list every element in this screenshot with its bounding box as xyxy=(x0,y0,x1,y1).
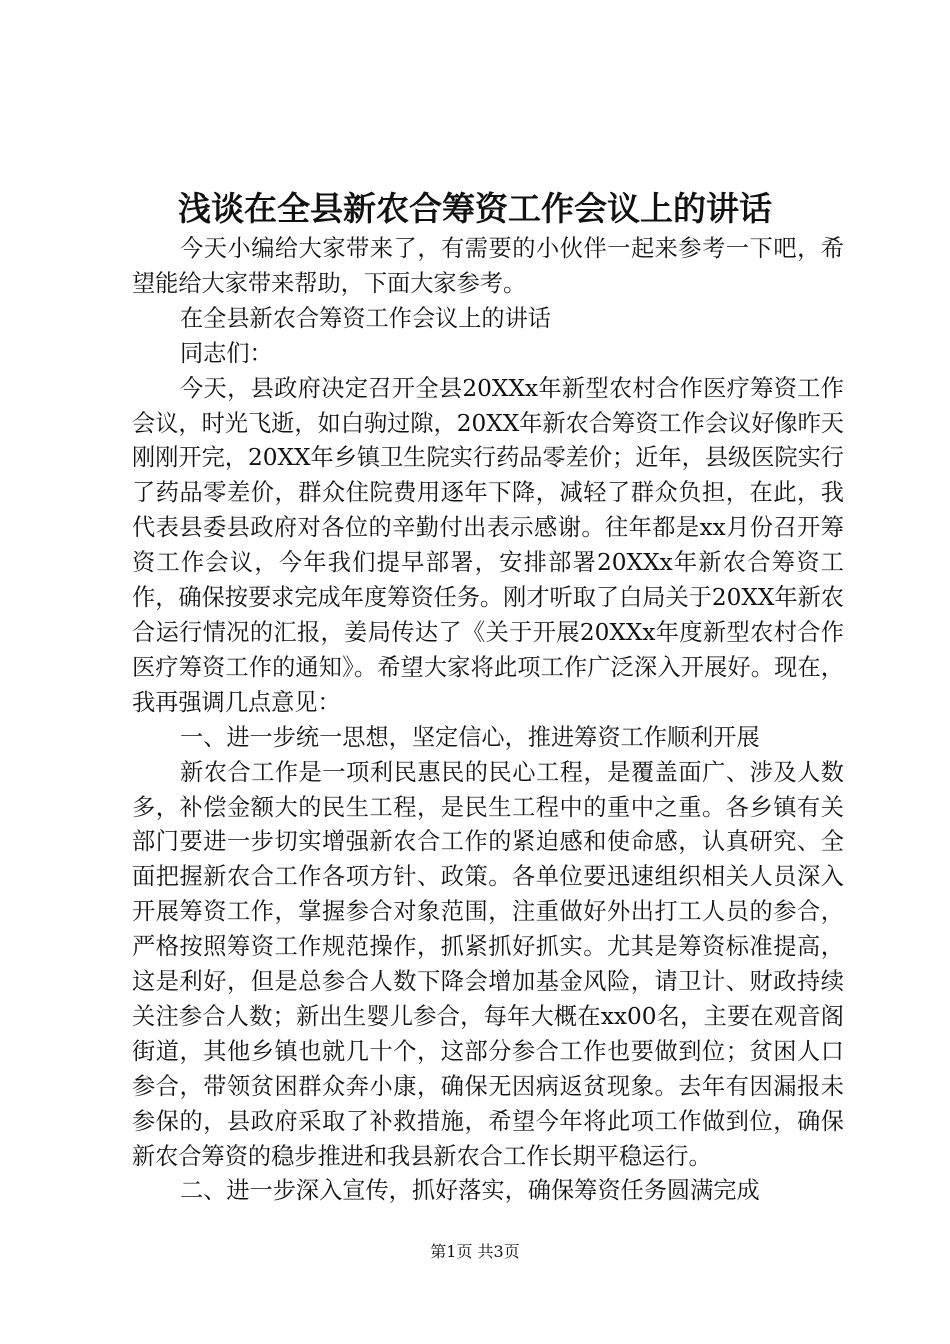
section-heading-1: 一、进一步统一思想，坚定信心，推进筹资工作顺利开展 xyxy=(180,723,760,751)
body-paragraph: 今天，县政府决定召开全县20XXx年新型农村合作医疗筹资工作会议，时光飞逝，如白驹过隙，20XX年新农合筹资工作会议好像昨天刚刚开完，20XX年乡镇卫生院实行药品零差价；近年，县级医院实行了药品零差价，群众住院费用逐年下降，减轻了群众负担，在此，我代表县委县政府对各位的辛勤付出表示感谢。往年都是xx月份召开筹资工作会议，今年我们提早部署，安排部署20XXx年新农合筹资工作，确保按要求完成年度筹资任务。刚才听取了白局关于20XX年新农合运行情况的汇报，姜局传达了《关于开展20XXx年度新型农村合作医疗筹资工作的通知》。希望大家将此项工作广泛深入开展好。现在，我再强调几点意见： xyxy=(132,374,844,716)
body-paragraph: 新农合工作是一项利民惠民的民心工程，是覆盖面广、涉及人数多，补偿金额大的民生工程，是民生工程中的重中之重。各乡镇有关部门要进一步切实增强新农合工作的紧迫感和使命感，认真研究、全面把握新农合工作各项方针、政策。各单位要迅速组织相关人员深入开展筹资工作，掌握参合对象范围，注重做好外出打工人员的参合，严格按照筹资工作规范操作，抓紧抓好抓实。尤其是筹资标准提高，这是利好，但是总参合人数下降会增加基金风险，请卫计、财政持续关注参合人数；新出生婴儿参合，每年大概在xx00名，主要在观音阁街道，其他乡镇也就几十个，这部分参合工作也要做到位；贫困人口参合，带领贫困群众奔小康，确保无因病返贫现象。去年有因漏报未参保的，县政府采取了补救措施，希望今年将此项工作做到位，确保新农合筹资的稳步推进和我县新农合工作长期平稳运行。 xyxy=(132,758,844,1170)
page-footer: 第1页 共3页 xyxy=(430,1242,520,1261)
section-heading-2: 二、进一步深入宣传，抓好落实，确保筹资任务圆满完成 xyxy=(180,1177,760,1205)
salutation: 同志们： xyxy=(180,339,273,367)
document-body xyxy=(132,232,844,1209)
intro-paragraph: 今天小编给大家带来了，有需要的小伙伴一起来参考一下吧，希望能给大家带来帮助，下面大家参考。 xyxy=(132,235,844,297)
document-title: 浅谈在全县新农合筹资工作会议上的讲话 xyxy=(178,189,772,228)
speech-heading: 在全县新农合筹资工作会议上的讲话 xyxy=(180,304,551,332)
